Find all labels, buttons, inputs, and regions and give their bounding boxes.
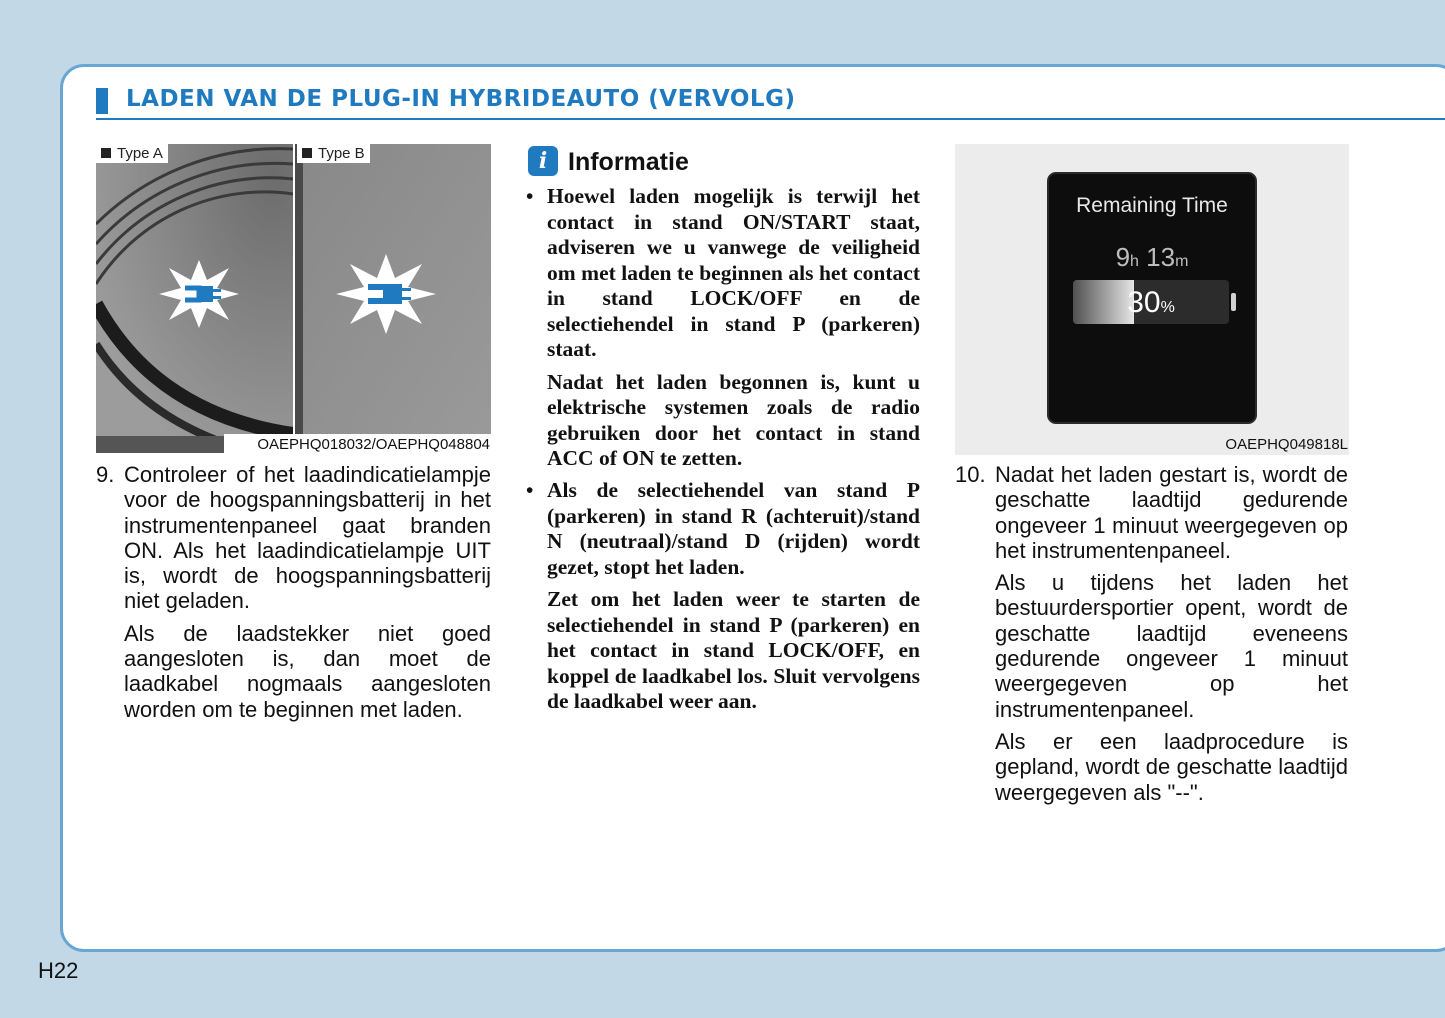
cluster-screen [1047,172,1257,424]
bullet: • [526,184,534,208]
left-para-2: Als de laadstekker niet goed aangesloten is, dan moet de laadkabel nogmaals aangesloten worden om te beginnen met laden. [124,620,491,722]
charging-indicator-illustration [96,144,491,453]
page-title: LADEN VAN DE PLUG-IN HYBRIDEAUTO (VERVOLG) [126,86,796,112]
type-b-text: Type B [318,145,365,162]
left-para-1: Controleer of het laadindicatielampje voor de hoogspanningsbatterij in het instrumentenpaneel gaat branden ON. Als het laadindicatielampje UIT is, wordt de hoogspanningsbatterij niet geladen. [124,462,491,614]
type-a-text: Type A [117,145,163,162]
square-bullet-icon [101,148,111,158]
item-number: 9. [96,462,115,487]
hours-value: 9 [1115,242,1131,272]
info-heading: Informatie [568,148,689,176]
right-para-2: Als u tijdens het laden het bestuurdersportier opent, wordt de geschatte laadtijd eveneens gedurende ongeveer 1 minuut weergegeven op het instrumentenpaneel. [995,570,1348,722]
info-icon: i [528,146,558,176]
page-number: H22 [38,958,79,983]
screen-title: Remaining Time [1076,194,1228,217]
info-bullet-2 [547,478,920,722]
item-number: 10. [955,462,986,487]
battery-gauge [1073,280,1229,324]
bullet: • [526,478,534,502]
info-b2-para-2: Zet om het laden weer te starten de selectiehendel in stand P (parkeren) en het contact in stand LOCK/OFF, en koppel de laadkabel los. Sluit vervolgens de laadkabel weer aan. [547,587,920,713]
percent-value: 30 [1127,286,1161,319]
info-bullet-1 [547,184,920,479]
square-bullet-icon [302,148,312,158]
figure-charging-indicator [96,144,491,453]
remaining-time-value [1049,242,1255,273]
info-b2-para-1: Als de selectiehendel van stand P (parkeren) in stand R (achteruit)/stand N (neutraal)/stand D (rijden) wordt gezet, stopt het laden. [547,478,920,579]
left-body [124,462,491,729]
header-accent-bar [96,88,108,114]
right-body [995,462,1348,812]
figure-left-caption: OAEPHQ018032/OAEPHQ048804 [257,436,490,453]
minutes-unit: m [1175,253,1189,270]
plug-icon [159,260,239,328]
battery-percent [1073,286,1229,320]
minutes-value: 13 [1146,242,1176,272]
figure-right-caption: OAEPHQ049818L [1225,436,1348,453]
percent-unit: % [1160,299,1175,316]
figure-remaining-time [955,144,1349,455]
hours-unit: h [1130,253,1139,270]
info-b1-para-1: Hoewel laden mogelijk is terwijl het contact in stand ON/START staat, adviseren we u vanwege de veiligheid om met laden te beginnen als het contact in stand LOCK/OFF en de selectiehendel in stand P (parkeren) staat. [547,184,920,361]
right-para-3: Als er een laadprocedure is gepland, wordt de geschatte laadtijd weergegeven als "--". [995,728,1348,805]
section-header [96,86,1445,120]
right-para-1: Nadat het laden gestart is, wordt de geschatte laadtijd gedurende ongeveer 1 minuut weergegeven op het instrumentenpaneel. [995,462,1348,563]
type-a-label [96,144,168,163]
type-b-label [297,144,370,163]
battery-terminal [1231,293,1236,311]
info-b1-para-2: Nadat het laden begonnen is, kunt u elektrische systemen zoals de radio gebruiken door het contact in stand ACC of ON te zetten. [547,369,920,470]
